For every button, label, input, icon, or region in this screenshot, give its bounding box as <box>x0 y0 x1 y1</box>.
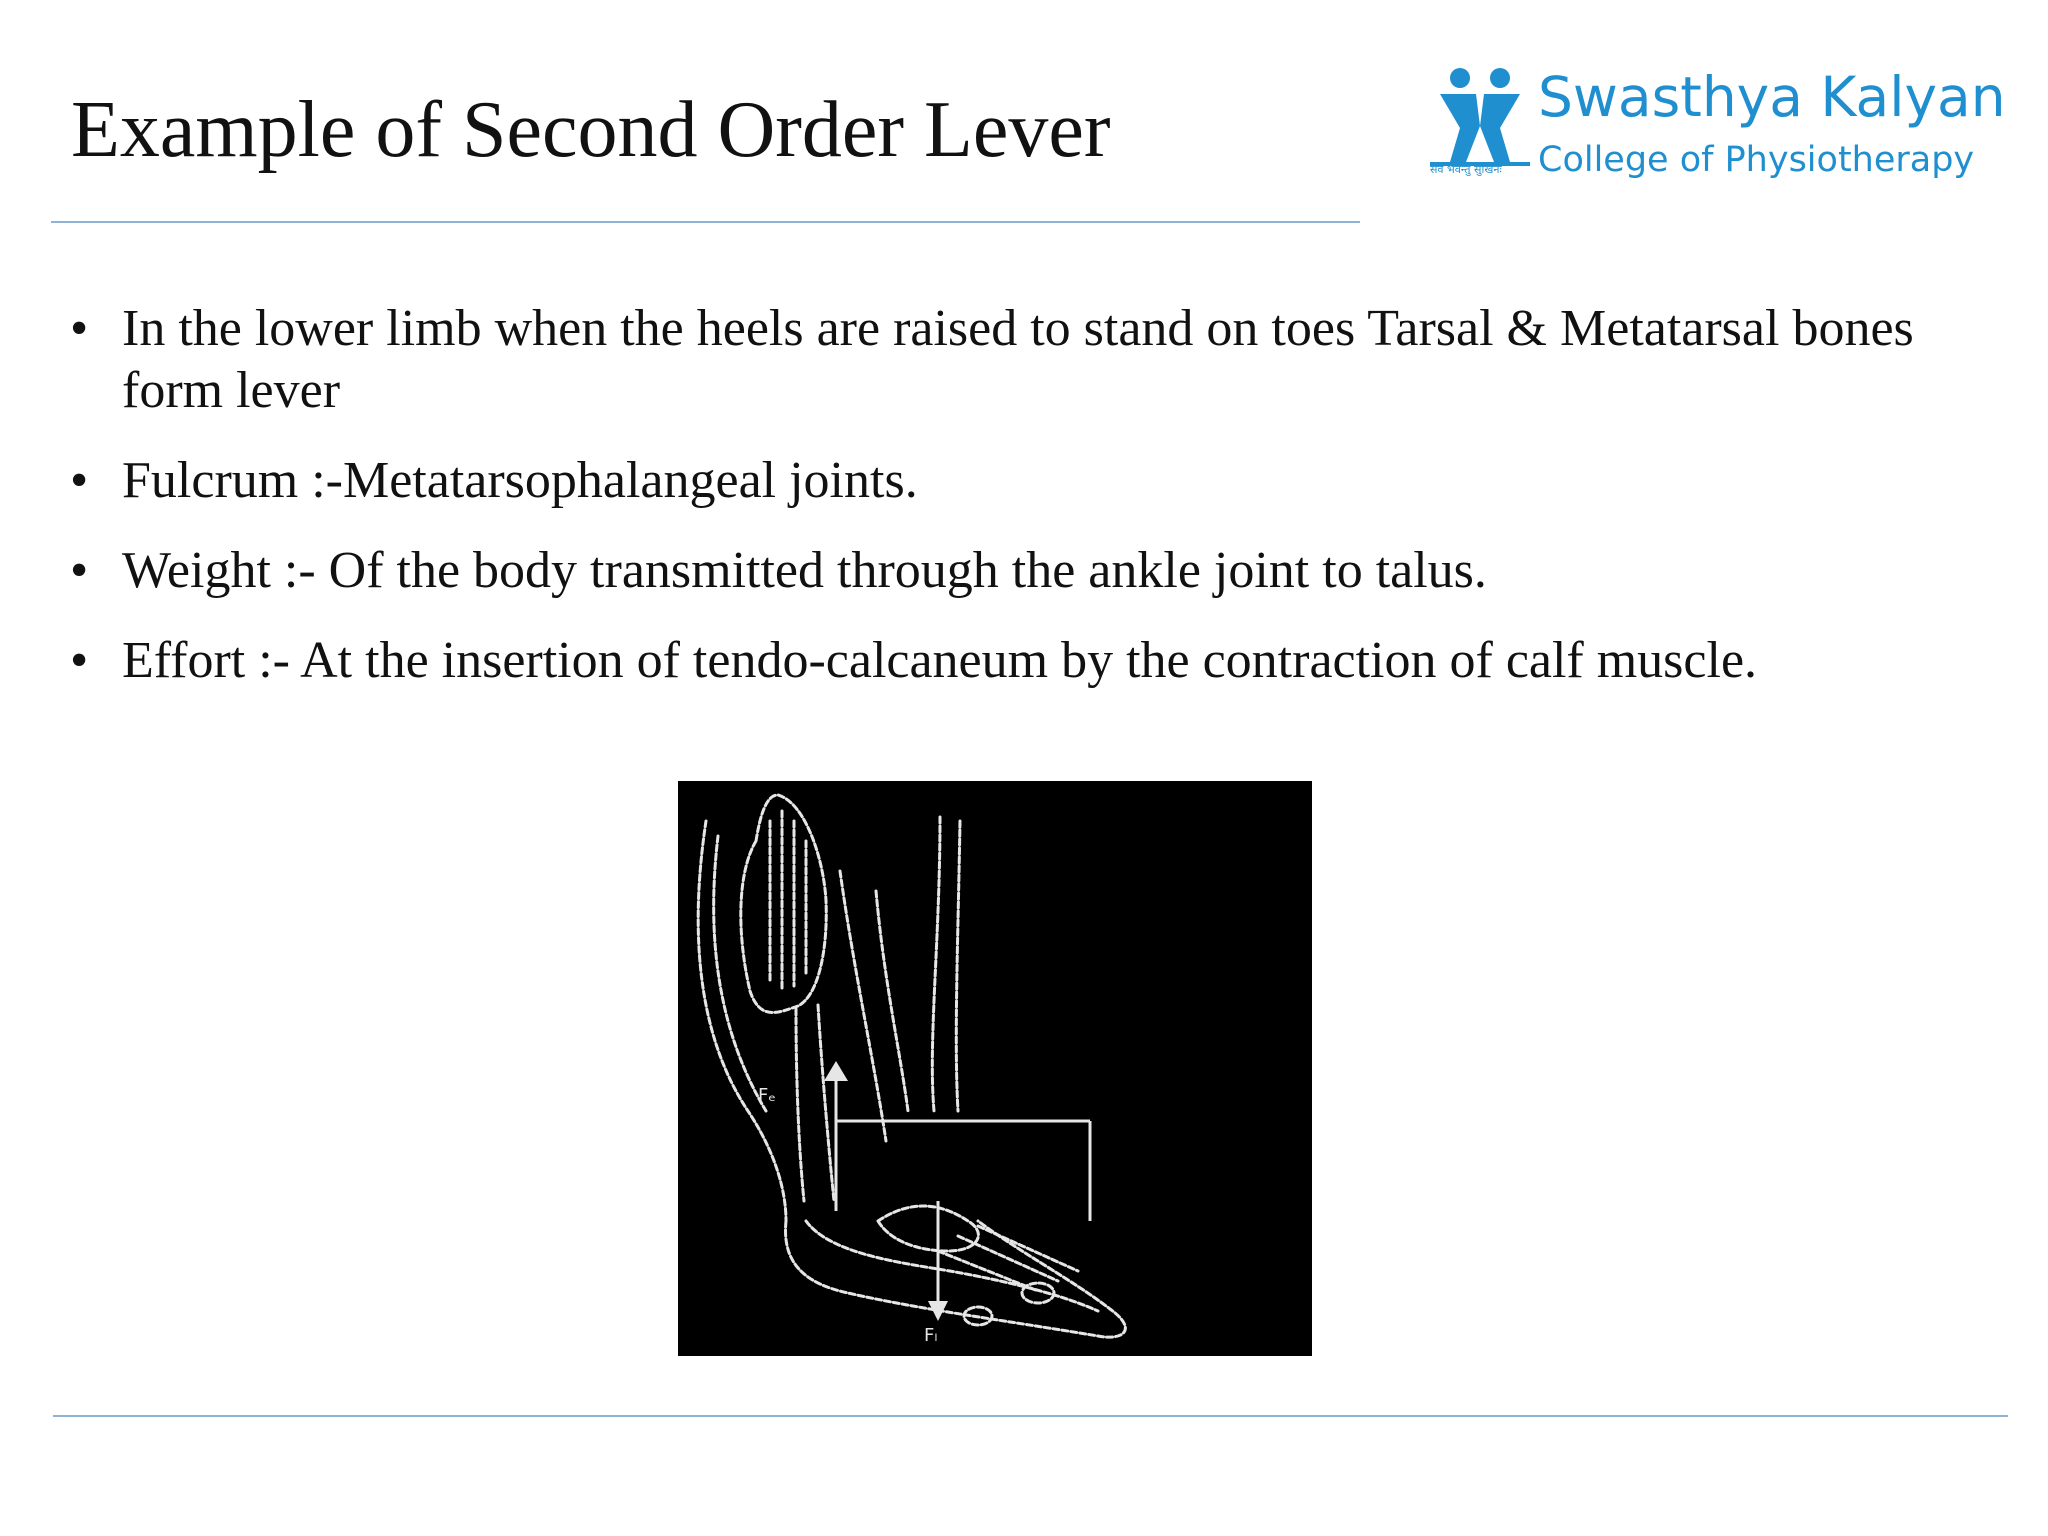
page-title: Example of Second Order Lever <box>71 86 1111 174</box>
bullet-marker: • <box>70 542 89 599</box>
weight-force-label: Fₗ <box>924 1325 938 1346</box>
bullet-item <box>70 540 1970 602</box>
bullet-text: Fulcrum :-Metatarsophalangeal joints. <box>122 452 918 509</box>
logo-name: Swasthya Kalyan <box>1538 65 2006 129</box>
footer-divider <box>53 1415 2008 1417</box>
bullet-text: Weight :- Of the body transmitted through the ankle joint to talus. <box>122 542 1487 599</box>
bullet-text: Effort :- At the insertion of tendo-calcaneum by the contraction of calf muscle. <box>122 632 1758 689</box>
bullet-list <box>70 298 1970 720</box>
bullet-item <box>70 450 1970 512</box>
college-logo <box>1430 64 2010 194</box>
bullet-item <box>70 298 1970 422</box>
bullet-marker: • <box>70 300 89 357</box>
bullet-marker: • <box>70 632 89 689</box>
bullet-item <box>70 630 1970 692</box>
bullet-text: In the lower limb when the heels are raised to stand on toes Tarsal & Metatarsal bones form lever <box>122 300 1914 419</box>
logo-subtitle: College of Physiotherapy <box>1538 140 1975 180</box>
bullet-marker: • <box>70 452 89 509</box>
foot-lever-illustration <box>678 781 1312 1356</box>
two-figures-logo-icon <box>1430 66 1530 178</box>
effort-force-label: Fₑ <box>758 1085 776 1106</box>
foot-lever-diagram <box>678 781 1312 1356</box>
logo-tagline: सर्वे भवन्तु सुखिनः <box>1430 163 1502 176</box>
title-divider <box>51 221 1360 223</box>
